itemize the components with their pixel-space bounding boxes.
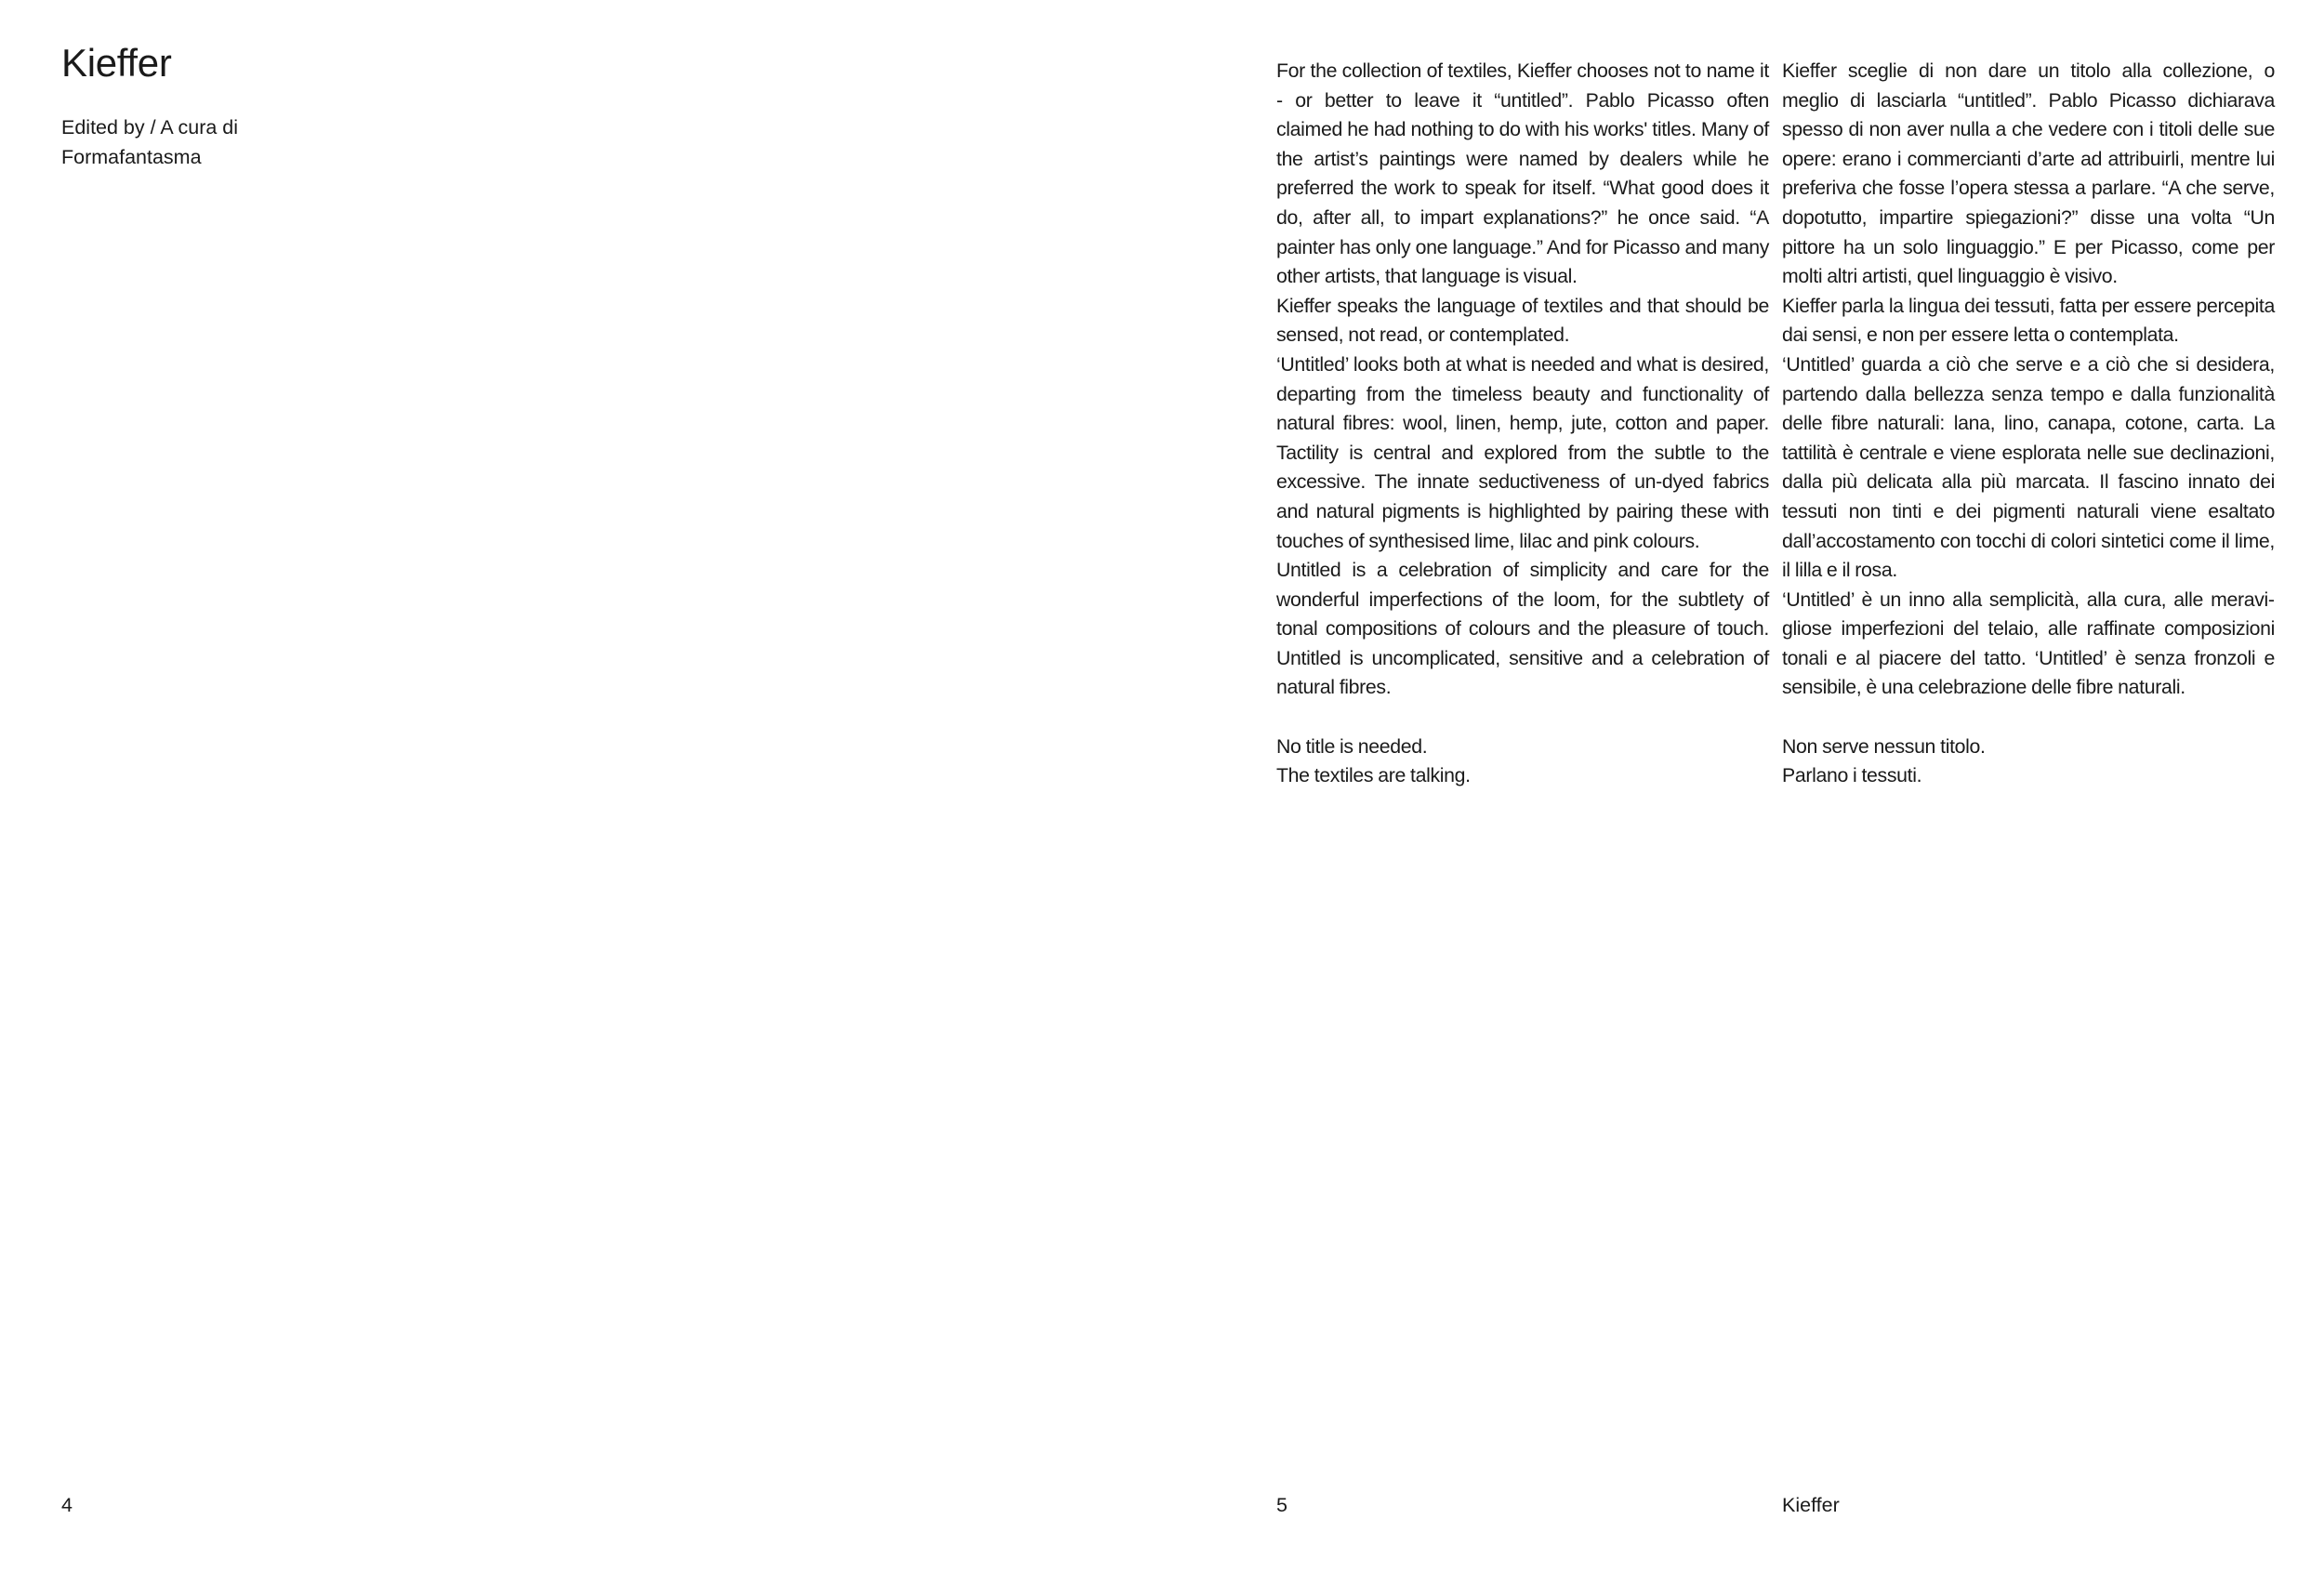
running-head: Kieffer	[1782, 1494, 1840, 1516]
page-title: Kieffer	[61, 41, 172, 85]
editor-credit	[61, 113, 238, 172]
english-closing	[1276, 733, 1769, 791]
italian-text-column	[1782, 57, 2275, 791]
page-number-left: 4	[61, 1494, 73, 1516]
italian-closing	[1782, 733, 2275, 791]
italian-paragraph: ‘Untitled’ è un inno alla semplicità, alla cura, alle meravigliose imperfezioni del telaio, alle raffinate composizioni tonali e al piacere del tatto. ‘Untitled’ è senza fronzoli e sensibile, è una celebrazione delle fibre naturali.	[1782, 588, 2275, 699]
english-closing-line: No title is needed.	[1276, 734, 1428, 758]
page-number-right: 5	[1276, 1494, 1287, 1516]
editor-name: Formafantasma	[61, 145, 202, 168]
english-closing-line: The textiles are talking.	[1276, 764, 1471, 787]
italian-closing-line: Non serve nessun titolo.	[1782, 734, 1986, 758]
english-paragraph: ‘Untitled’ looks both at what is needed and what is desired, departing from the timeless beauty and functionality of natural fibres: wool, linen, hemp, jute, cotton and paper. Tactility is central and explored from the subtle to the excessive. The innate seductiveness of un-dyed fabrics and natural pigments is highlighted by pairing these with touches of synthesised lime, lilac and pink colours.	[1276, 352, 1769, 552]
italian-paragraph: Kieffer parla la lingua dei tessuti, fatta per essere percepita dai sensi, e non per essere letta o contemplata.	[1782, 294, 2275, 347]
english-paragraph: Kieffer speaks the language of textiles and that should be sensed, not read, or contemplated.	[1276, 294, 1769, 347]
italian-closing-line: Parlano i tessuti.	[1782, 764, 1922, 787]
italian-paragraph: ‘Untitled’ guarda a ciò che serve e a ciò che si desidera, partendo dalla bellezza senza tempo e dalla funzionalità delle fibre naturali: lana, lino, canapa, cotone, carta. La tattilità è centrale e viene esplorata nelle sue declinazioni, dalla più delicata alla più marcata. Il fascino innato dei tessuti non tinti e dei pigmenti naturali viene esaltato dall’accostamento con tocchi di colori sintetici come il lime, il lilla e il rosa.	[1782, 352, 2275, 582]
italian-paragraph: Kieffer sceglie di non dare un titolo alla collezione, o meglio di lasciarla “untitled”. Pablo Picasso dichiarava spesso di non aver nulla a che vedere con i titoli delle sue opere: erano i commercianti d’arte ad attribuirli, mentre lui preferiva che fosse l’opera stessa a parlare. “A che serve, dopotutto, impartire spiegazioni?” disse una volta “Un pittore ha un solo linguaggio.” E per Picasso, come per molti altri artisti, quel linguaggio è visivo.	[1782, 59, 2275, 288]
english-paragraph: Untitled is a celebration of simplicity and care for the wonderful imperfections of the loom, for the subtlety of tonal compositions of colours and the pleasure of touch. Untitled is uncomplicated, sensitive and a celebration of natural fibres.	[1276, 559, 1769, 699]
english-paragraph: For the collection of textiles, Kieffer chooses not to name it - or better to leave it “untitled”. Pablo Picasso often claimed he had nothing to do with his works' titles. Many of the artist’s paintings were named by dealers while he preferred the work to speak for itself. “What good does it do, after all, to impart explanations?” he once said. “A painter has only one language.” And for Picasso and many other artists, that language is visual.	[1276, 59, 1769, 288]
english-text-column	[1276, 57, 1769, 791]
edited-by-label: Edited by / A cura di	[61, 116, 239, 139]
